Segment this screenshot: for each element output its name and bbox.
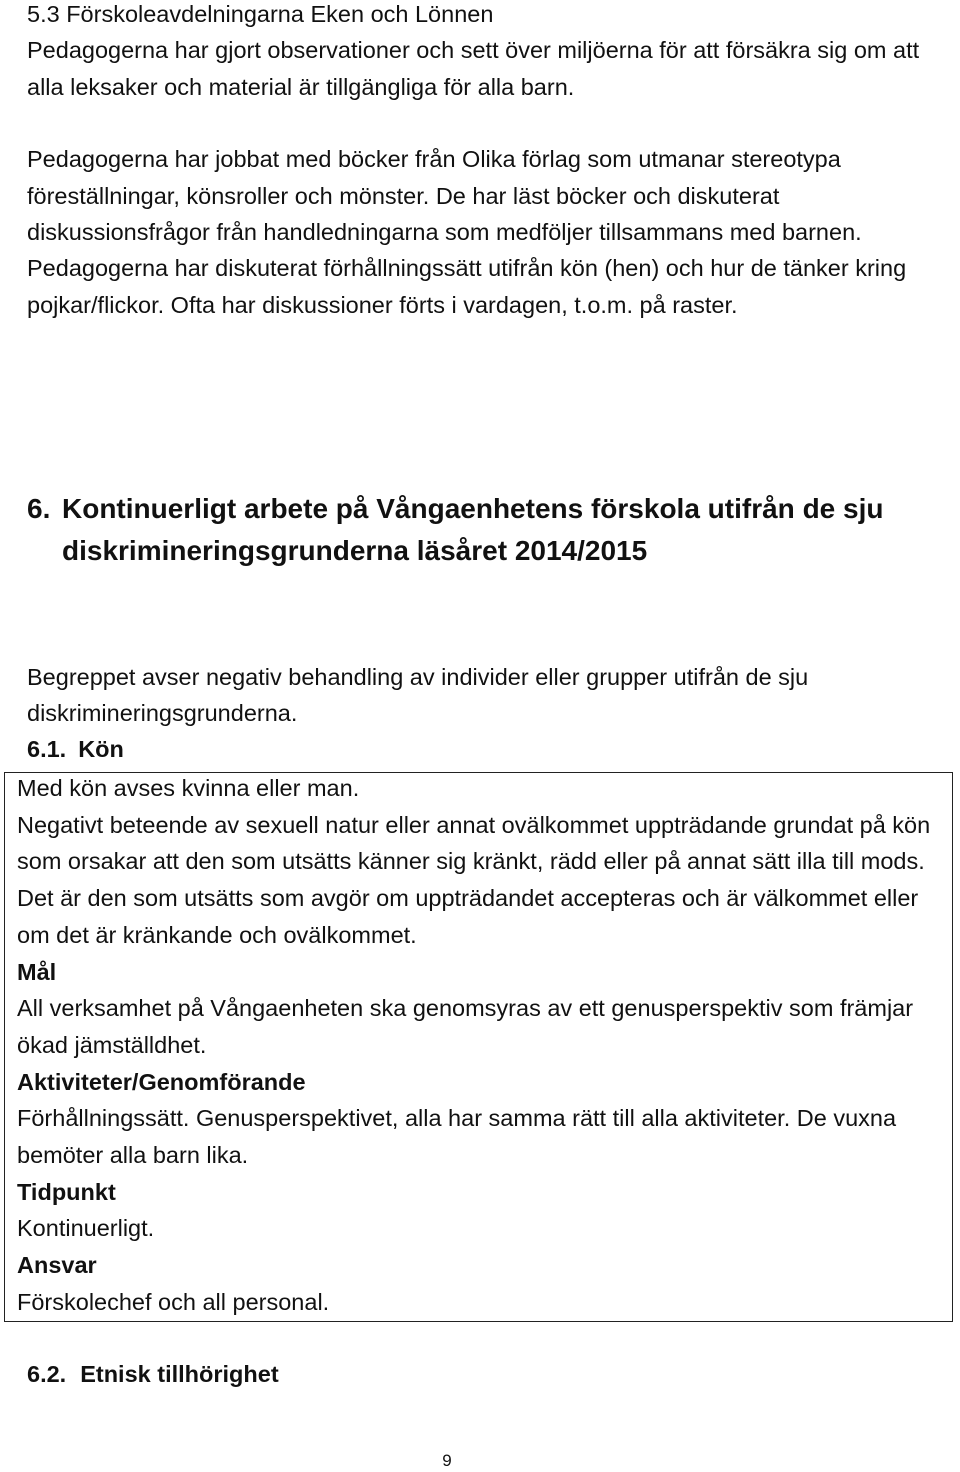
section-6-heading (27, 488, 922, 572)
kon-info-box (4, 772, 953, 1322)
page-number: 9 (442, 1451, 452, 1470)
section-6-2-label: Etnisk tillhörighet (80, 1361, 279, 1387)
section-6-intro: Begreppet avser negativ behandling av individer eller grupper utifrån de sju diskrimineringsgrunderna. (27, 664, 809, 727)
section-6-2-heading (27, 1356, 279, 1392)
time-text: Kontinuerligt. (17, 1215, 155, 1242)
section-5-3-paragraph-1: Pedagogerna har gjort observationer och sett över miljöerna för att försäkra sig om att alla leksaker och material är tillgängliga för alla barn. (27, 37, 920, 100)
paragraph-spacer (27, 105, 927, 141)
section-6-title: Kontinuerligt arbete på Vångaenhetens förskola utifrån de sju diskrimineringsgrunderna läsåret 2014/2015 (62, 493, 884, 566)
responsible-heading: Ansvar (17, 1252, 97, 1279)
kon-description: Negativt beteende av sexuell natur eller annat ovälkommet uppträdande grundat på kön som orsakar att den som utsätts känner sig kränkt, rädd eller på annat sätt illa till mods. Det är den som utsätts som avgör om uppträdandet accepteras och är välkommet eller om det är kränkande och ovälkommet. (17, 811, 931, 948)
responsible-text: Förskolechef och all personal. (17, 1288, 330, 1315)
section-5-3 (27, 0, 927, 323)
goal-text: All verksamhet på Vångaenheten ska genomsyras av ett genusperspektiv som främjar ökad jämställdhet. (17, 995, 914, 1058)
section-6-intro-block (27, 659, 927, 732)
activities-text: Förhållningssätt. Genusperspektivet, alla har samma rätt till alla aktiviteter. De vuxna bemöter alla barn lika. (17, 1105, 897, 1169)
section-5-3-paragraph-2: Pedagogerna har jobbat med böcker från Olika förlag som utmanar stereotypa föreställningar, könsroller och mönster. De har läst böcker och diskuterat diskussionsfrågor från handledningarna som medföljer tillsammans med barnen. Pedagogerna har diskuterat förhållningssätt utifrån kön (hen) och hur de tänker kring pojkar/flickor. Ofta har diskussioner förts i vardagen, t.o.m. på raster. (27, 146, 907, 318)
section-6-number: 6. (27, 493, 51, 524)
section-6-2-number: 6.2. (27, 1361, 67, 1387)
goal-heading: Mål (17, 958, 57, 985)
kon-definition: Med kön avses kvinna eller man. (17, 775, 360, 801)
section-6-1-label: Kön (78, 736, 124, 762)
section-6-1-heading (27, 731, 124, 767)
time-heading: Tidpunkt (17, 1178, 116, 1205)
kon-info-box-content (17, 770, 942, 1321)
section-5-3-heading: 5.3 Förskoleavdelningarna Eken och Lönnen (27, 1, 494, 27)
activities-heading: Aktiviteter/Genomförande (17, 1068, 306, 1095)
section-6-1-number: 6.1. (27, 736, 67, 762)
